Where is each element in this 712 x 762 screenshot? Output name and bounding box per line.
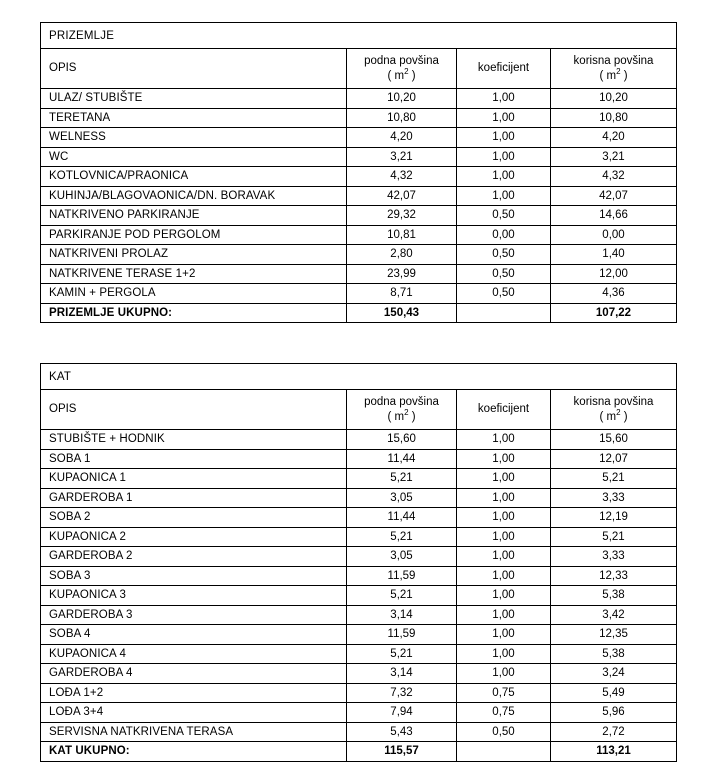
row-description: PARKIRANJE POD PERGOLOM — [41, 225, 347, 245]
row-floor-area: 3,21 — [347, 147, 457, 167]
unit-prefix: ( m — [387, 69, 405, 82]
column-header-usable-area-unit — [551, 66, 676, 83]
row-usable-area: 4,32 — [551, 167, 677, 187]
row-floor-area: 4,20 — [347, 128, 457, 148]
row-description: SOBA 2 — [41, 508, 347, 528]
row-coefficient: 1,00 — [457, 488, 551, 508]
table-section-title-row — [41, 23, 677, 49]
table-row — [41, 225, 677, 245]
table-row — [41, 527, 677, 547]
row-usable-area: 5,38 — [551, 586, 677, 606]
row-usable-area: 15,60 — [551, 430, 677, 450]
unit-prefix: ( m — [387, 410, 405, 423]
row-usable-area: 4,36 — [551, 284, 677, 304]
column-header-floor-area-line1: podna povšina — [364, 396, 439, 409]
row-coefficient: 1,00 — [457, 664, 551, 684]
table-row — [41, 430, 677, 450]
row-usable-area: 5,96 — [551, 703, 677, 723]
table-row — [41, 186, 677, 206]
unit-prefix: ( m — [599, 69, 617, 82]
row-floor-area: 5,21 — [347, 644, 457, 664]
table-row — [41, 245, 677, 265]
row-description: LOĐA 1+2 — [41, 683, 347, 703]
row-coefficient: 1,00 — [457, 527, 551, 547]
row-coefficient: 1,00 — [457, 566, 551, 586]
table-row — [41, 89, 677, 109]
row-coefficient: 1,00 — [457, 469, 551, 489]
row-floor-area: 5,21 — [347, 586, 457, 606]
unit-prefix: ( m — [599, 410, 617, 423]
row-coefficient: 0,50 — [457, 284, 551, 304]
row-floor-area: 5,43 — [347, 722, 457, 742]
row-coefficient: 0,00 — [457, 225, 551, 245]
row-usable-area: 3,21 — [551, 147, 677, 167]
column-header-floor-area — [347, 390, 457, 430]
table-row — [41, 488, 677, 508]
row-floor-area: 2,80 — [347, 245, 457, 265]
row-description: GARDEROBA 2 — [41, 547, 347, 567]
column-header-usable-area-unit — [551, 407, 676, 424]
row-coefficient: 0,75 — [457, 703, 551, 723]
row-description: KAMIN + PERGOLA — [41, 284, 347, 304]
table-row — [41, 664, 677, 684]
row-usable-area: 3,33 — [551, 488, 677, 508]
row-floor-area: 15,60 — [347, 430, 457, 450]
table-gap-divider — [40, 323, 676, 363]
row-coefficient: 1,00 — [457, 586, 551, 606]
row-floor-area: 42,07 — [347, 186, 457, 206]
row-usable-area: 12,35 — [551, 625, 677, 645]
total-usable-area: 113,21 — [551, 742, 677, 762]
table-row — [41, 625, 677, 645]
row-usable-area: 12,19 — [551, 508, 677, 528]
row-usable-area: 0,00 — [551, 225, 677, 245]
row-description: GARDEROBA 4 — [41, 664, 347, 684]
row-floor-area: 8,71 — [347, 284, 457, 304]
row-floor-area: 10,80 — [347, 108, 457, 128]
unit-superscript: 2 — [404, 66, 409, 76]
row-usable-area: 5,21 — [551, 469, 677, 489]
row-coefficient: 1,00 — [457, 547, 551, 567]
total-coefficient — [457, 742, 551, 762]
row-usable-area: 3,24 — [551, 664, 677, 684]
section-title: PRIZEMLJE — [41, 23, 677, 49]
row-floor-area: 11,44 — [347, 449, 457, 469]
column-header-usable-area — [551, 49, 677, 89]
area-table-ground-floor — [40, 22, 677, 323]
row-coefficient: 0,50 — [457, 245, 551, 265]
column-header-floor-area-unit — [347, 407, 456, 424]
row-description: NATKRIVENI PROLAZ — [41, 245, 347, 265]
row-description: SOBA 1 — [41, 449, 347, 469]
row-coefficient: 1,00 — [457, 147, 551, 167]
unit-suffix: ) — [408, 69, 416, 82]
table-row — [41, 167, 677, 187]
table-row — [41, 547, 677, 567]
row-description: STUBIŠTE + HODNIK — [41, 430, 347, 450]
row-coefficient: 1,00 — [457, 89, 551, 109]
row-description: WC — [41, 147, 347, 167]
table-section-title-row — [41, 364, 677, 390]
table-row — [41, 605, 677, 625]
row-floor-area: 7,32 — [347, 683, 457, 703]
unit-superscript: 2 — [616, 407, 621, 417]
table-row — [41, 108, 677, 128]
total-floor-area: 150,43 — [347, 303, 457, 323]
table-row — [41, 206, 677, 226]
row-usable-area: 1,40 — [551, 245, 677, 265]
table-total-row — [41, 303, 677, 323]
column-header-floor-area — [347, 49, 457, 89]
row-usable-area: 14,66 — [551, 206, 677, 226]
table-total-row — [41, 742, 677, 762]
row-usable-area: 12,00 — [551, 264, 677, 284]
row-description: KUPAONICA 3 — [41, 586, 347, 606]
section-title: KAT — [41, 364, 677, 390]
column-header-coefficient: koeficijent — [457, 49, 551, 89]
row-floor-area: 5,21 — [347, 469, 457, 489]
total-usable-area: 107,22 — [551, 303, 677, 323]
row-usable-area: 3,33 — [551, 547, 677, 567]
row-floor-area: 3,14 — [347, 605, 457, 625]
table-row — [41, 722, 677, 742]
row-usable-area: 5,38 — [551, 644, 677, 664]
table-row — [41, 644, 677, 664]
row-coefficient: 1,00 — [457, 508, 551, 528]
total-coefficient — [457, 303, 551, 323]
row-coefficient: 1,00 — [457, 167, 551, 187]
unit-suffix: ) — [620, 69, 628, 82]
column-header-usable-area-line1: korisna povšina — [573, 396, 654, 409]
column-header-description: OPIS — [41, 390, 347, 430]
row-coefficient: 1,00 — [457, 449, 551, 469]
row-floor-area: 7,94 — [347, 703, 457, 723]
unit-suffix: ) — [408, 410, 416, 423]
row-usable-area: 2,72 — [551, 722, 677, 742]
row-description: KUPAONICA 4 — [41, 644, 347, 664]
row-description: GARDEROBA 1 — [41, 488, 347, 508]
row-usable-area: 12,07 — [551, 449, 677, 469]
total-label: KAT UKUPNO: — [41, 742, 347, 762]
row-floor-area: 11,59 — [347, 566, 457, 586]
row-description: SOBA 4 — [41, 625, 347, 645]
table-row — [41, 586, 677, 606]
row-floor-area: 10,81 — [347, 225, 457, 245]
table-row — [41, 147, 677, 167]
table-row — [41, 128, 677, 148]
row-description: WELNESS — [41, 128, 347, 148]
column-header-usable-area-line1: korisna povšina — [573, 55, 654, 68]
row-coefficient: 0,50 — [457, 722, 551, 742]
row-description: KOTLOVNICA/PRAONICA — [41, 167, 347, 187]
row-description: LOĐA 3+4 — [41, 703, 347, 723]
row-usable-area: 12,33 — [551, 566, 677, 586]
row-floor-area: 10,20 — [347, 89, 457, 109]
area-table-first-floor — [40, 363, 677, 762]
row-coefficient: 0,50 — [457, 264, 551, 284]
row-usable-area: 5,21 — [551, 527, 677, 547]
table-row — [41, 508, 677, 528]
row-coefficient: 1,00 — [457, 644, 551, 664]
row-usable-area: 3,42 — [551, 605, 677, 625]
table-header-row — [41, 49, 677, 89]
row-floor-area: 11,44 — [347, 508, 457, 528]
row-description: SOBA 3 — [41, 566, 347, 586]
table-row — [41, 449, 677, 469]
row-usable-area: 42,07 — [551, 186, 677, 206]
column-header-floor-area-line1: podna povšina — [364, 55, 439, 68]
column-header-usable-area — [551, 390, 677, 430]
row-coefficient: 1,00 — [457, 605, 551, 625]
row-floor-area: 3,05 — [347, 488, 457, 508]
row-floor-area: 4,32 — [347, 167, 457, 187]
row-description: TERETANA — [41, 108, 347, 128]
row-usable-area: 10,80 — [551, 108, 677, 128]
table-row — [41, 703, 677, 723]
row-usable-area: 4,20 — [551, 128, 677, 148]
table-row — [41, 469, 677, 489]
row-coefficient: 1,00 — [457, 128, 551, 148]
table-row — [41, 683, 677, 703]
row-description: KUHINJA/BLAGOVAONICA/DN. BORAVAK — [41, 186, 347, 206]
row-coefficient: 1,00 — [457, 186, 551, 206]
table-row — [41, 264, 677, 284]
row-description: KUPAONICA 2 — [41, 527, 347, 547]
table-row — [41, 566, 677, 586]
column-header-floor-area-unit — [347, 66, 456, 83]
row-floor-area: 3,05 — [347, 547, 457, 567]
table-header-row — [41, 390, 677, 430]
column-header-coefficient: koeficijent — [457, 390, 551, 430]
row-coefficient: 0,50 — [457, 206, 551, 226]
row-description: NATKRIVENE TERASE 1+2 — [41, 264, 347, 284]
row-coefficient: 1,00 — [457, 625, 551, 645]
row-description: SERVISNA NATKRIVENA TERASA — [41, 722, 347, 742]
row-floor-area: 11,59 — [347, 625, 457, 645]
unit-superscript: 2 — [616, 66, 621, 76]
row-description: KUPAONICA 1 — [41, 469, 347, 489]
row-description: ULAZ/ STUBIŠTE — [41, 89, 347, 109]
row-floor-area: 5,21 — [347, 527, 457, 547]
column-header-description: OPIS — [41, 49, 347, 89]
row-coefficient: 1,00 — [457, 108, 551, 128]
unit-superscript: 2 — [404, 407, 409, 417]
unit-suffix: ) — [620, 410, 628, 423]
total-floor-area: 115,57 — [347, 742, 457, 762]
row-coefficient: 0,75 — [457, 683, 551, 703]
row-floor-area: 23,99 — [347, 264, 457, 284]
row-usable-area: 10,20 — [551, 89, 677, 109]
row-floor-area: 3,14 — [347, 664, 457, 684]
row-usable-area: 5,49 — [551, 683, 677, 703]
table-row — [41, 284, 677, 304]
row-floor-area: 29,32 — [347, 206, 457, 226]
row-description: NATKRIVENO PARKIRANJE — [41, 206, 347, 226]
row-description: GARDEROBA 3 — [41, 605, 347, 625]
total-label: PRIZEMLJE UKUPNO: — [41, 303, 347, 323]
row-coefficient: 1,00 — [457, 430, 551, 450]
